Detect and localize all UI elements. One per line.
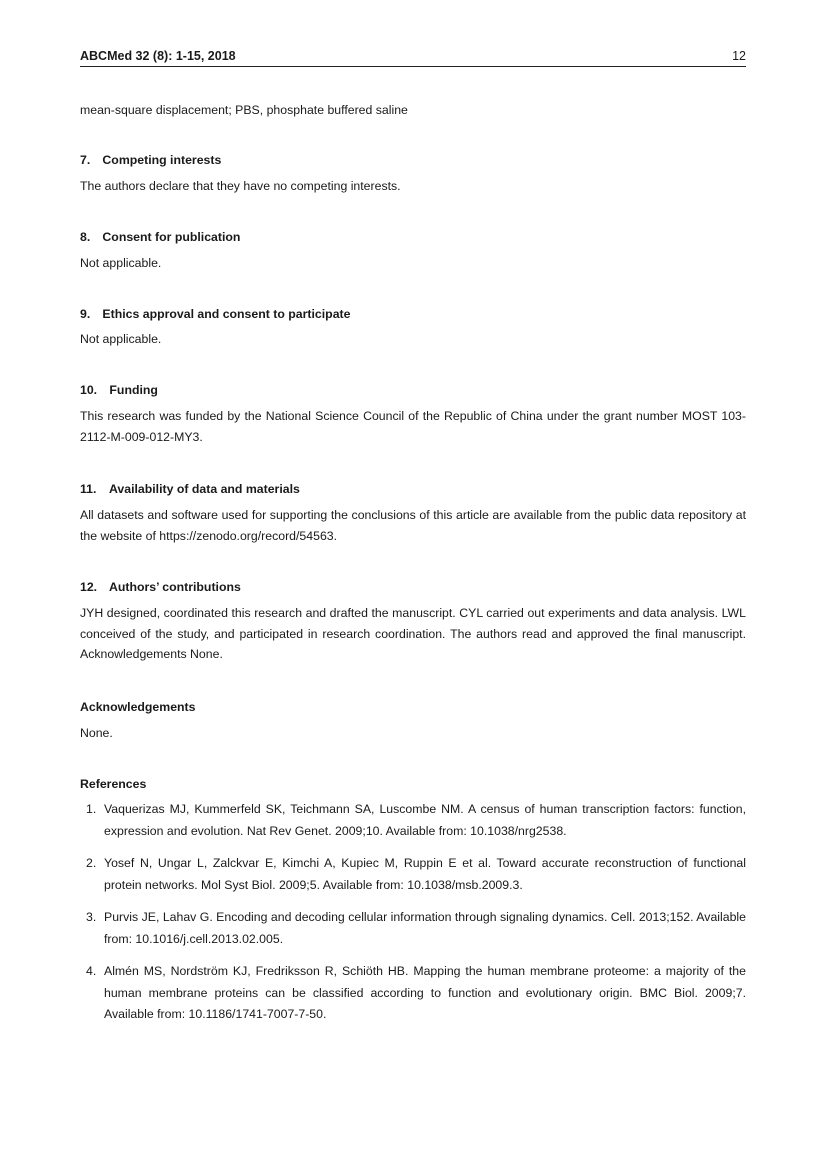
section-body-ethics-approval: Not applicable. (80, 332, 162, 346)
section-number: 9. (80, 307, 91, 321)
reference-number: 2. (86, 856, 97, 870)
section-number: 12. (80, 580, 98, 594)
section-heading-ethics-approval (80, 307, 350, 321)
section-body-competing-interests: The authors declare that they have no competing interests. (80, 179, 401, 193)
reference-number: 3. (86, 910, 97, 924)
reference-item (80, 961, 746, 1026)
section-title: Competing interests (102, 153, 222, 167)
reference-item (80, 907, 746, 950)
section-title: Consent for publication (102, 230, 241, 244)
acknowledgements-heading: Acknowledgements (80, 700, 196, 714)
references-list (80, 799, 746, 1026)
section-body-consent-publication: Not applicable. (80, 256, 162, 270)
running-header (80, 47, 746, 67)
reference-number: 1. (86, 802, 97, 816)
section-body-data-availability: All datasets and software used for supporting the conclusions of this article are available from the public data repository at the website of https://zenodo.org/record/54563. (80, 508, 746, 543)
section-heading-competing-interests (80, 153, 221, 167)
reference-text: Purvis JE, Lahav G. Encoding and decoding cellular information through signaling dynamics. Cell. 2013;152. Available from: 10.1016/j.cell.2013.02.005. (104, 910, 746, 946)
journal-citation: ABCMed 32 (8): 1-15, 2018 (80, 49, 236, 63)
page-number: 12 (732, 49, 746, 63)
section-number: 8. (80, 230, 91, 244)
acknowledgements-body: None. (80, 726, 113, 740)
reference-number: 4. (86, 964, 97, 978)
section-title: Availability of data and materials (108, 482, 300, 496)
section-heading-consent-publication (80, 230, 240, 244)
reference-item (80, 853, 746, 896)
reference-item (80, 799, 746, 842)
section-heading-data-availability (80, 482, 300, 496)
section-number: 11. (80, 482, 97, 496)
reference-text: Almén MS, Nordström KJ, Fredriksson R, Schiöth HB. Mapping the human membrane proteome: a majority of the human membrane proteins can be classified according to function and evolutionary origin. BMC Biol. 2009;7. Available from: 10.1186/1741-7007-7-50. (104, 964, 746, 1021)
section-number: 10. (80, 383, 98, 397)
section-title: Funding (109, 383, 158, 397)
reference-text: Yosef N, Ungar L, Zalckvar E, Kimchi A, Kupiec M, Ruppin E et al. Toward accurate reconstruction of functional protein networks. Mol Syst Biol. 2009;5. Available from: 10.1038/msb.2009.3. (104, 856, 746, 892)
section-heading-authors-contributions (80, 580, 241, 594)
section-heading-funding (80, 383, 158, 397)
section-body-authors-contributions: JYH designed, coordinated this research and drafted the manuscript. CYL carried out experiments and data analysis. LWL conceived of the study, and participated in research coordination. The authors read and approved the final manuscript. Acknowledgements None. (80, 606, 746, 661)
carryover-text: mean-square displacement; PBS, phosphate buffered saline (80, 103, 408, 117)
section-number: 7. (80, 153, 91, 167)
references-heading: References (80, 777, 147, 791)
section-title: Ethics approval and consent to participate (102, 307, 351, 321)
reference-text: Vaquerizas MJ, Kummerfeld SK, Teichmann SA, Luscombe NM. A census of human transcription factors: function, expression and evolution. Nat Rev Genet. 2009;10. Available from: 10.1038/nrg2538. (104, 802, 746, 838)
section-body-funding: This research was funded by the National Science Council of the Republic of China under the grant number MOST 103-2112-M-009-012-MY3. (80, 409, 746, 444)
section-title: Authors’ contributions (108, 580, 241, 594)
